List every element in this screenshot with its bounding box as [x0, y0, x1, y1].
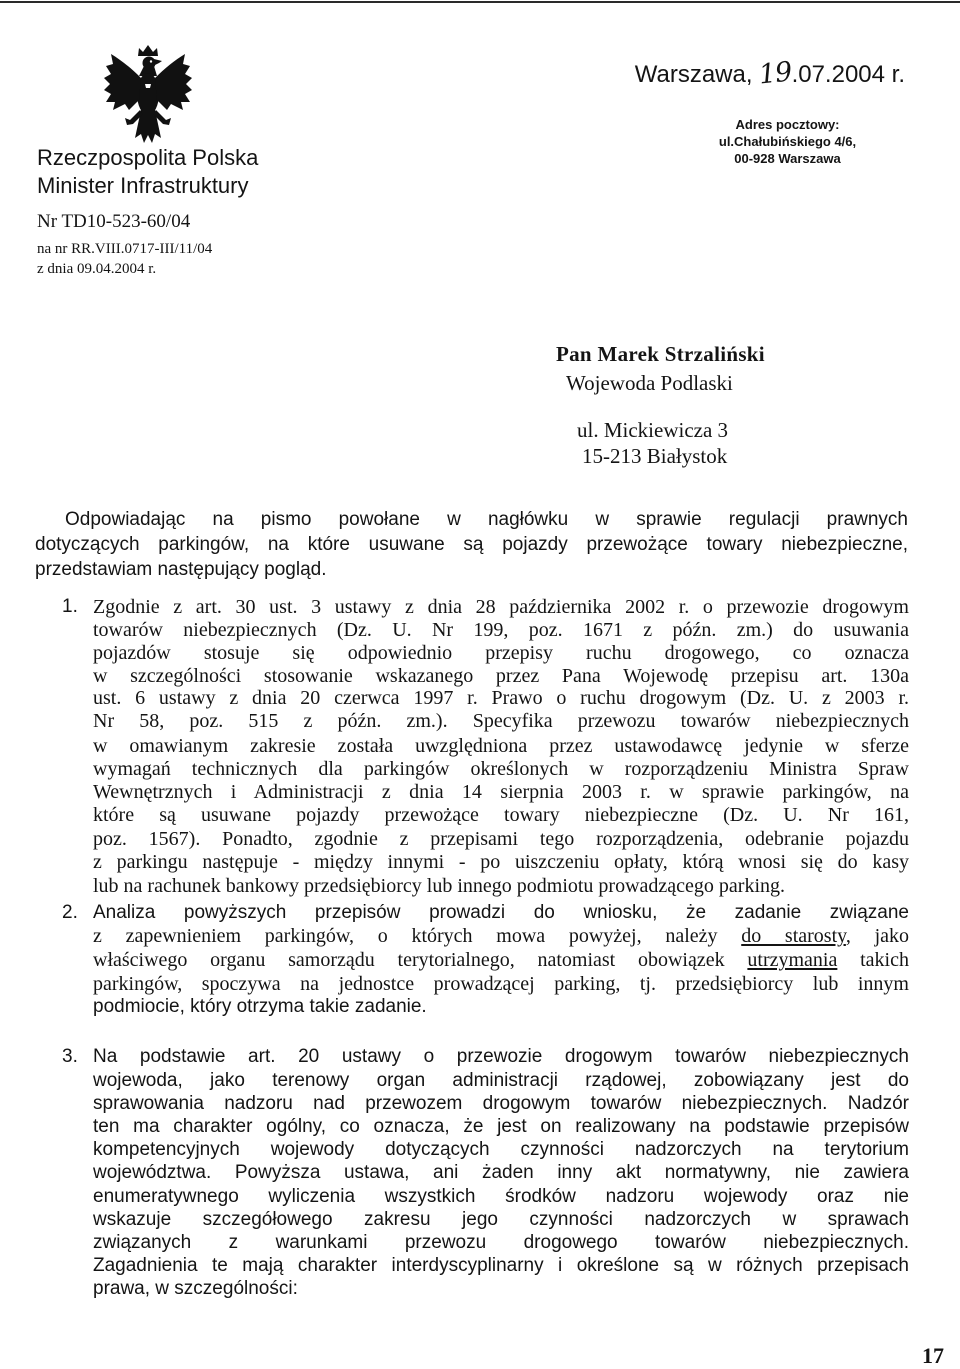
- polish-eagle-emblem-icon: [103, 44, 193, 148]
- date-month-year: .07.2004 r.: [791, 61, 905, 88]
- in-reply-to-number: na nr RR.VIII.0717-III/11/04: [37, 241, 213, 257]
- addressee-city: 15-213 Białystok: [582, 444, 728, 468]
- point-2-line: Analiza powyższych przepisów prowadzi do wniosku, że zadanie związane: [93, 902, 909, 923]
- country-name: Rzeczpospolita Polska: [37, 145, 259, 170]
- point-3-line: wojewoda, jako terenowy organ administracji rządowej, zobowiązany jest do: [93, 1070, 909, 1091]
- point-3-line: prawa, w szczególności:: [93, 1278, 298, 1299]
- point-number: 1.: [62, 596, 78, 617]
- point-1-line: w omawianym zakresie została uwzględniona przez ustawodawcę jedynie w sferze: [93, 735, 909, 757]
- point-number: 3.: [62, 1046, 78, 1067]
- underlined-phrase: do starosty: [741, 925, 846, 947]
- postal-address-street: ul.Chałubińskiego 4/6,: [718, 134, 857, 149]
- point-2-line: parkingów, spoczywa na jednostce prowadzącej parking, tj. przedsiębiorcy lub innym: [93, 973, 909, 995]
- point-3-line: Na podstawie art. 20 ustawy o przewozie drogowym towarów niebezpiecznych: [93, 1046, 909, 1067]
- point-2-line-text: właściwego organu samorządu terytorialnego, natomiast obowiązek: [93, 949, 748, 971]
- point-3-line: Zagadnienia te mają charakter interdyscyplinarny i określone są w różnych przepisach: [93, 1255, 909, 1276]
- point-2-line: [93, 924, 909, 948]
- point-2-line: [93, 948, 909, 972]
- point-3-line: kompetencyjnych wojewody dotyczących czynności nadzorczych na terytorium: [93, 1139, 909, 1160]
- addressee-street: ul. Mickiewicza 3: [577, 418, 729, 442]
- point-2-line-text: takich: [837, 949, 909, 971]
- in-reply-to-date: z dnia 09.04.2004 r.: [37, 261, 157, 277]
- point-1-line: w szczególności stosowanie wskazanego przez Pana Wojewodę przepisu art. 130a: [93, 665, 909, 687]
- point-2-line-text: , jako: [845, 925, 909, 947]
- point-1-line: wymagań technicznych dla parkingów określonych w rozporządzeniu Ministra Spraw: [93, 758, 909, 780]
- date-place: Warszawa,: [634, 61, 753, 88]
- point-1-line: ust. 6 ustawy z dnia 20 czerwca 1997 r. Prawo o ruchu drogowym (Dz. U. z 2003 r.: [93, 687, 909, 709]
- addressee-title: Wojewoda Podlaski: [566, 371, 733, 395]
- underlined-phrase: utrzymania: [747, 949, 838, 971]
- point-1-line: Wewnętrznych i Administracji z dnia 14 sierpnia 2003 r. w sprawie parkingów, na: [93, 781, 909, 803]
- point-1-line: Nr 58, poz. 515 z późn. zm.). Specyfika przewozu towarów niebezpiecznych: [93, 710, 909, 732]
- handwritten-day: 19: [757, 56, 794, 91]
- point-1-line: Zgodnie z art. 30 ust. 3 ustawy z dnia 28 października 2002 r. o przewozie drogowym: [93, 596, 909, 618]
- point-1-line: lub na rachunek bankowy przedsiębiorcy lub innego podmiotu prowadzącego parking.: [93, 875, 786, 897]
- intro-line: Odpowiadając na pismo powołane w nagłówku w sprawie regulacji prawnych: [65, 509, 908, 530]
- intro-line: dotyczących parkingów, na które usuwane są pojazdy przewożące towary niebezpieczne,: [35, 534, 908, 555]
- page-number: 17: [922, 1343, 944, 1368]
- point-3-line: związanych z warunkami przewozu drogowego towarów niebezpiecznych.: [93, 1232, 909, 1253]
- postal-address: [700, 116, 875, 167]
- point-1-line: pojazdów stosuje się odpowiednio przepisy ruchu drogowego, co oznacza: [93, 642, 909, 664]
- ministry-name: Minister Infrastruktury: [37, 173, 249, 198]
- point-1-line: które są usuwane pojazdy przewożące towary niebezpieczne (Dz. U. Nr 161,: [93, 804, 909, 826]
- point-2-line-text: z zapewnieniem parkingów, o których mowa powyżej, należy: [93, 925, 742, 947]
- point-1-line: z parkingu następuje - między innymi - po uiszczeniu opłaty, którą wnosi się do kasy: [93, 851, 909, 873]
- point-1-line: towarów niebezpiecznych (Dz. U. Nr 199, poz. 1671 z późn. zm.) do usuwania: [93, 619, 909, 641]
- reference-number: Nr TD10-523-60/04: [37, 211, 191, 232]
- point-number: 2.: [62, 902, 78, 923]
- date-line: [635, 58, 905, 91]
- point-3-line: województwa. Powyższa ustawa, ani żaden inny akt normatywny, nie zawiera: [93, 1162, 909, 1183]
- point-3-line: sprawowania nadzoru nad przewozem drogowym towarów niebezpiecznych. Nadzór: [93, 1093, 909, 1114]
- point-3-line: wskazuje szczegółowego zakresu jego czynności nadzorczych w sprawach: [93, 1209, 909, 1230]
- postal-address-city: 00-928 Warszawa: [734, 151, 841, 166]
- point-2-line: podmiocie, który otrzyma takie zadanie.: [93, 996, 427, 1017]
- point-3-line: ten ma charakter ogólny, co oznacza, że jest on realizowany na podstawie przepisów: [93, 1116, 909, 1137]
- point-1-line: poz. 1567). Ponadto, zgodnie z przepisami tego rozporządzenia, odebranie pojazdu: [93, 828, 909, 850]
- intro-line: przedstawiam następujący pogląd.: [35, 559, 327, 580]
- postal-address-label: Adres pocztowy:: [735, 117, 840, 132]
- top-edge-rule: [0, 1, 960, 3]
- point-3-line: enumeratywnego wyliczenia wszystkich środków nadzoru wojewody oraz nie: [93, 1186, 909, 1207]
- addressee-name: Pan Marek Strzaliński: [556, 342, 765, 366]
